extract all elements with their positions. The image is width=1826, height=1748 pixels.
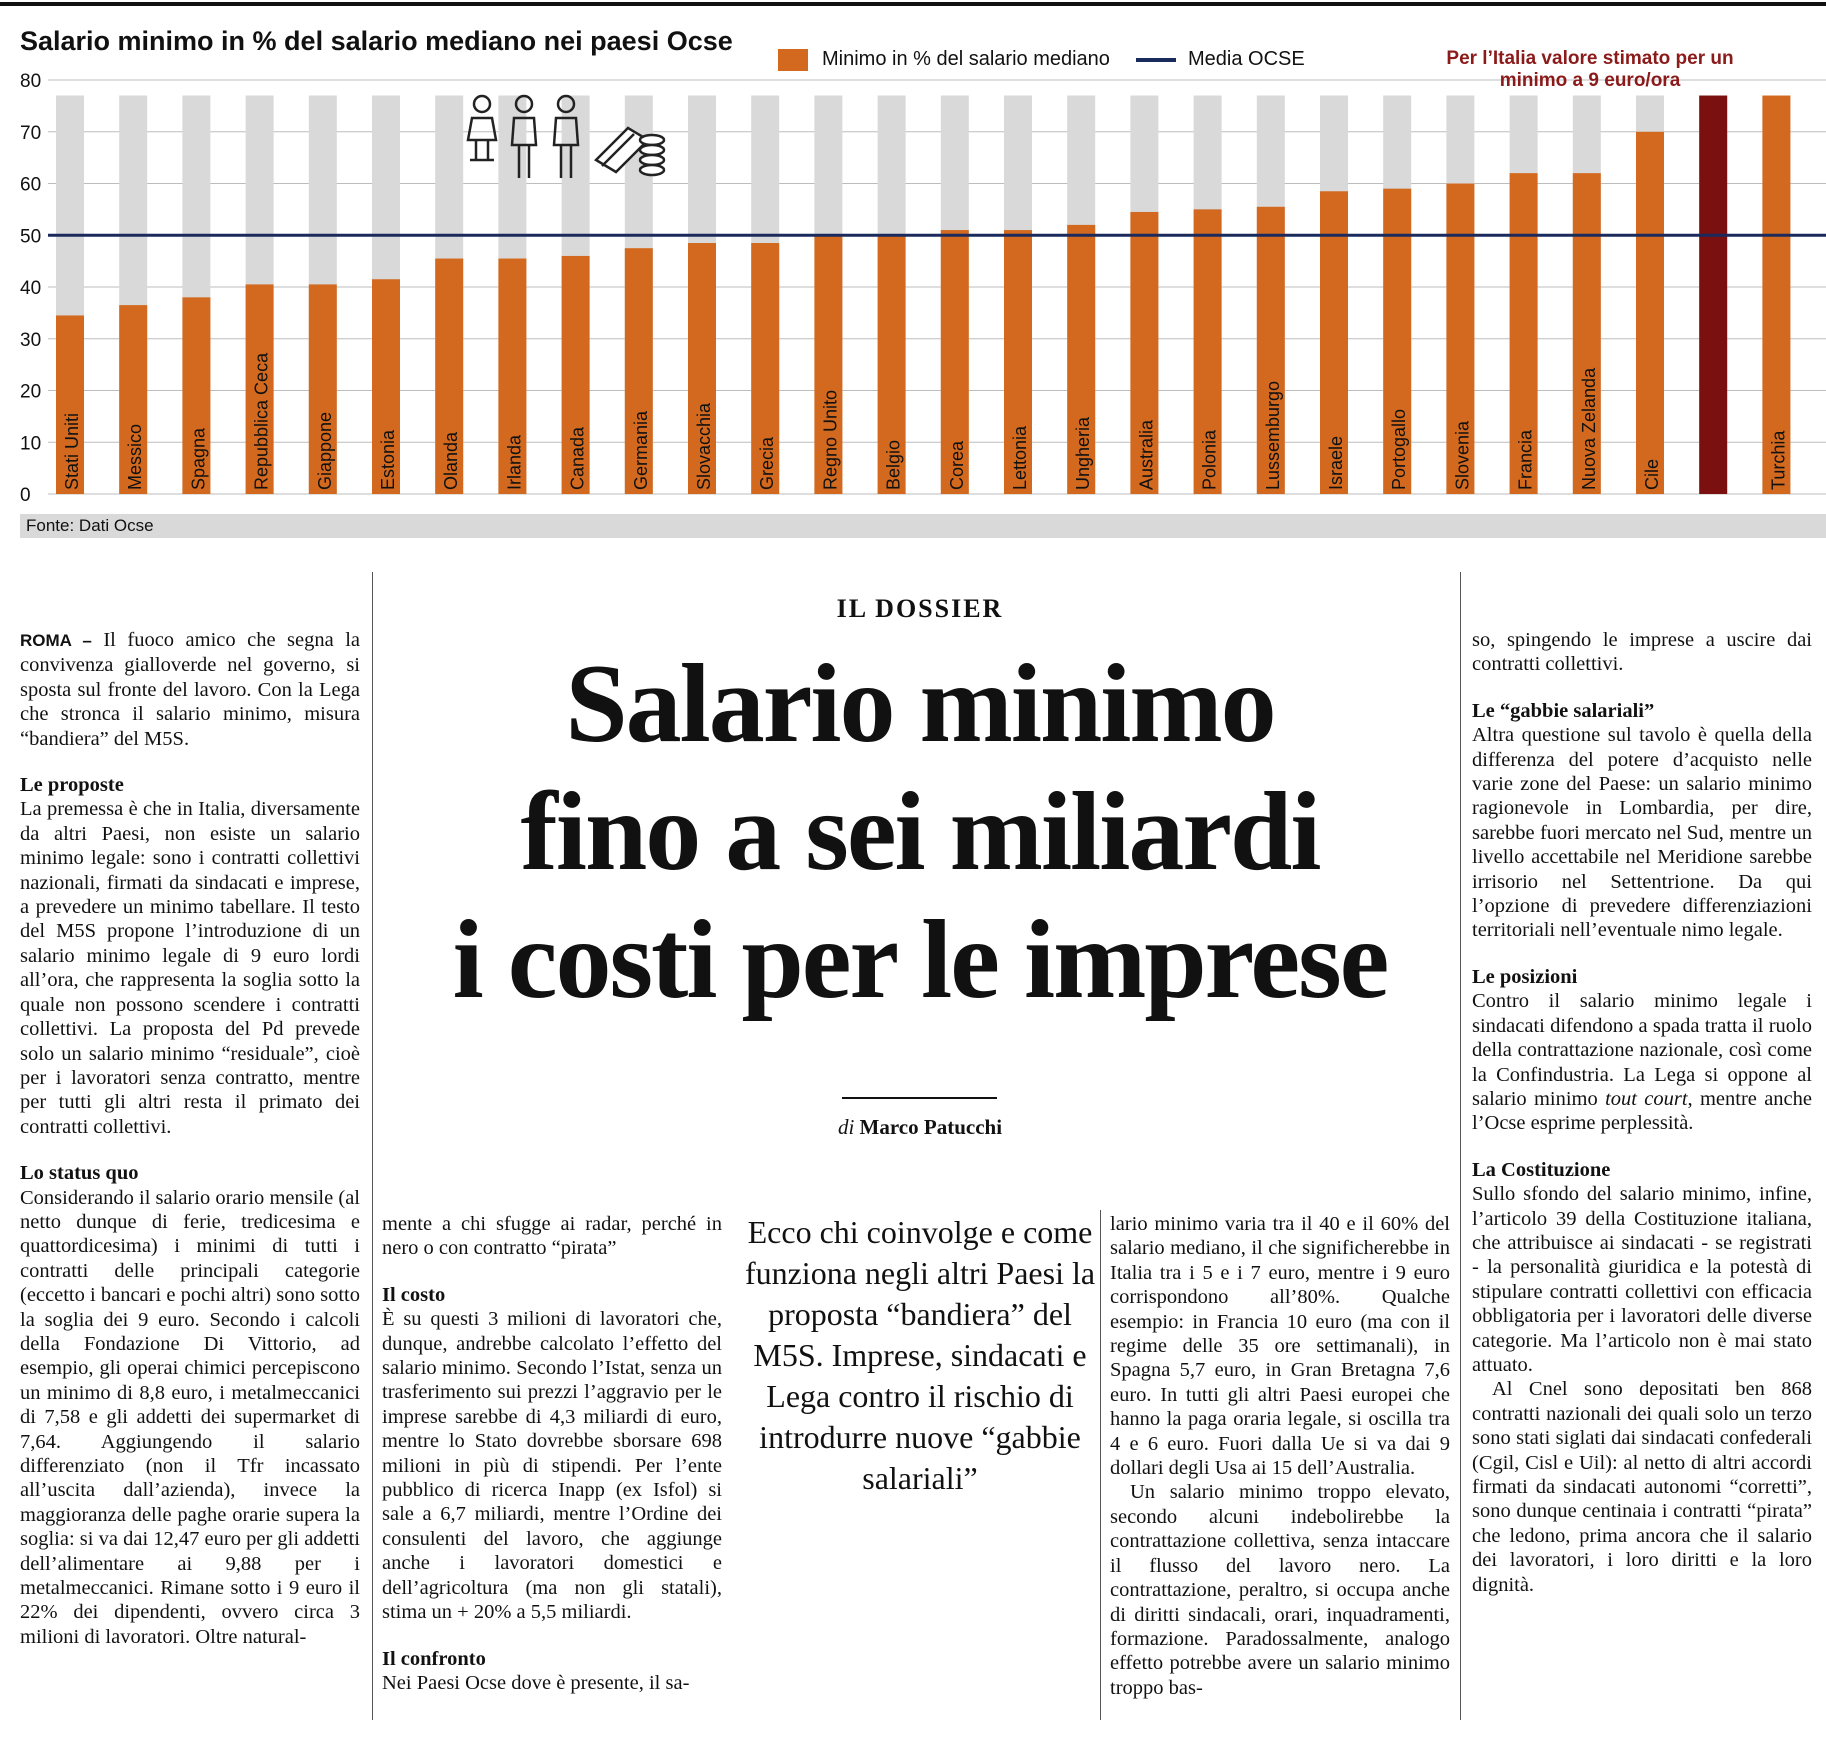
x-tick-label: Nuova Zelanda: [1578, 367, 1599, 490]
article-column-2: [382, 1212, 722, 1695]
headline-line: Salario minimo: [565, 642, 1275, 766]
byline-rule: [842, 1097, 997, 1099]
y-tick-label: 70: [20, 122, 42, 144]
paragraph: La premessa è che in Italia, diversamente da altri Paesi, non esiste un salario minimo legale: sono i contratti collettivi nazionali, firmati da sindacati e imprese, a prevedere un minimo tabellare. Il testo del M5S propone l’introduzione di un salario minimo legale di 9 euro lordi all’ora, che rappresenta la soglia sotto la quale non possono scendere i contratti collettivi. La proposta del Pd prevede solo un salario minimo “residuale”, cioè per i lavoratori senza contratto, mentre per tutti gli altri resta il primato dei contratti collettivi.: [20, 798, 360, 1138]
y-tick-label: 30: [20, 329, 42, 351]
x-tick-label: Irlanda: [504, 434, 525, 490]
italic-span: tout court: [1605, 1087, 1688, 1110]
x-tick-label: Corea: [946, 440, 967, 490]
subhead: Le posizioni: [1472, 965, 1578, 988]
subhead: Le “gabbie salariali”: [1472, 699, 1655, 722]
legend-bar-label: Minimo in % del salario mediano: [822, 48, 1110, 70]
byline: [700, 1115, 1140, 1140]
x-tick-label: Stati Uniti: [62, 412, 82, 490]
legend-mean: [1136, 48, 1305, 71]
text-span: , mentre anche l’Ocse esprime perplessità.: [1472, 1087, 1813, 1135]
bar: [1636, 132, 1664, 494]
byline-prefix: di: [837, 1115, 855, 1139]
headline-line: i costi per le imprese: [452, 898, 1388, 1022]
subhead: La Costituzione: [1472, 1158, 1611, 1181]
text-span: Contro il salario minimo legale i sindacati difendono a spada tratta il ruolo della contrattazione nazionale, così come la Confindustria. La Lega si oppone al salario minimo: [1472, 990, 1812, 1110]
paragraph: mente a chi sfugge ai radar, perché in nero o con contratto “pirata”: [382, 1213, 722, 1260]
summary-deck: Ecco chi coinvolge e come funziona negli altri Paesi la proposta “bandiera” del M5S. Imprese, sindacati e Lega contro il rischio di introdurre nuove “gabbie salariali”: [744, 1214, 1096, 1496]
x-tick-label: Canada: [567, 426, 588, 490]
legend-line-swatch: [1136, 58, 1176, 62]
legend-line-label: Media OCSE: [1188, 48, 1305, 70]
x-tick-label: Slovacchia: [694, 402, 714, 490]
x-tick-label: Giappone: [314, 411, 335, 490]
y-tick-label: 80: [20, 71, 42, 92]
article-column-1: [20, 628, 360, 1649]
x-tick-label: Israele: [1326, 435, 1346, 490]
x-tick-label: Lussemburgo: [1262, 380, 1283, 490]
x-tick-label: Polonia: [1199, 429, 1220, 490]
paragraph: lario minimo varia tra il 40 e il 60% del salario mediano, il che significherebbe in Italia tra i 5 e i 7 euro, mentre i 9 euro corrispondono all’80%. Qualche esempio: in Francia 10 euro (ma con il regime delle 35 ore settimanali), in Spagna 5,7 euro, in Gran Bretagna 7,6 euro. In tutti gli altri Paesi europei che hanno la paga oraria legale, si oscilla tra 4 e 6 euro. Fuori dalla Ue si va dai 9 dollari degli Usa ai 15 dell’Australia.: [1110, 1213, 1450, 1480]
x-tick-label: Turchia: [1768, 430, 1789, 490]
paragraph: [1472, 989, 1812, 1135]
x-tick-label: Portogallo: [1389, 408, 1410, 490]
x-tick-label: Grecia: [757, 436, 778, 490]
subhead: Il costo: [382, 1283, 446, 1306]
chart-source: Fonte: Dati Ocse: [26, 516, 154, 535]
paragraph: Sullo sfondo del salario minimo, infine, l’articolo 39 della Costituzione italiana, che attribuisce ai sindacati - se registrati - la personalità giuridica e la potestà di stipulare contratti collettivi con efficacia obbligatoria per i lavoratori delle diverse categorie. Ma l’articolo non è mai stato attuato.: [1472, 1183, 1812, 1376]
paragraph: Nei Paesi Ocse dove è presente, il sa-: [382, 1671, 690, 1694]
byline-author: Marco Patucchi: [859, 1115, 1003, 1139]
y-tick-label: 20: [20, 381, 42, 403]
x-tick-label: Ungheria: [1073, 416, 1094, 490]
dateline: ROMA –: [20, 631, 92, 650]
x-tick-label: Olanda: [441, 431, 462, 490]
paragraph: Considerando il salario orario mensile (al netto dunque di ferie, tredicesima e quattordicesima) i minimi di tutti i contratti delle principali categorie (eccetto i bancari e pochi altri) sono sotto la soglia dei 9 euro. Secondo i calcoli della Fondazione Di Vittorio, ad esempio, gli operai chimici percepiscono un minimo di 8,8 euro, i metalmeccanici di 7,58 e gli addetti dei supermarket di 7,64. Aggiungendo il salario differenziato (non il Tfr incassato all’uscita dall’azienda), invece la maggioranza delle paghe orarie supera la soglia: si va dai 12,47 euro per gli addetti dell’alimentare ai 9,88 per i metalmeccanici. Rimane sotto i 9 euro il 22% dei dipendenti, ovvero circa 3 milioni di lavoratori. Oltre natural-: [20, 1186, 360, 1648]
paragraph: È su questi 3 milioni di lavoratori che, dunque, andrebbe calcolato l’effetto del salario minimo. Secondo l’Istat, senza un trasferimento sui prezzi l’aggravio per le imprese sarebbe di 4,3 miliardi di euro, mentre lo Stato dovrebbe sborsare 698 milioni in più di stipendi. Per l’ente pubblico di ricerca Inapp (ex Isfol) si sale a 6,7 miliardi, mentre l’Ordine dei consulenti del lavoro, che aggiunge anche i lavoratori domestici e dell’agricoltura (ma non gli statali), stima un + 20% a 5,5 miliardi.: [382, 1308, 722, 1624]
subhead: Il confronto: [382, 1647, 486, 1670]
x-tick-label: Belgio: [883, 439, 904, 490]
y-tick-label: 40: [20, 278, 42, 299]
paragraph: Un salario minimo troppo elevato, secondo alcuni indebolirebbe la contrattazione collettiva, senza intaccare il flusso del lavoro nero. La contrattazione, peraltro, si occupa anche di diritti sindacali, orari, inquadramenti, formazione. Paradossalmente, analogo effetto potrebbe avere un salario minimo troppo bas-: [1110, 1481, 1450, 1699]
kicker: IL DOSSIER: [836, 594, 1004, 623]
paragraph: Altra questione sul tavolo è quella della differenza del potere d’acquisto nelle varie zone del Paese: un salario minimo ragionevole in Lombardia, per dire, sarebbe fuori mercato nel Sud, mentre un livello accettabile nel Meridione sarebbe irrisorio nel Settentrione. Da qui l’opzione di prevedere differenziazioni territoriali nell’eventuale nimo legale.: [1472, 724, 1812, 942]
paragraph: so, spingendo le imprese a uscire dai contratti collettivi.: [1472, 629, 1812, 676]
headline-line: fino a sei miliardi: [520, 770, 1320, 894]
x-tick-label: Italia a 9 euro*: [1705, 367, 1726, 490]
x-tick-label: Australia: [1136, 419, 1157, 490]
y-tick-label: 50: [20, 226, 42, 248]
intro-text: Il fuoco amico che segna la convivenza gialloverde nel governo, si sposta sul fronte del lavoro. Con la Lega che stronca il salario minimo, misura “bandiera” del M5S.: [20, 629, 360, 750]
column-rule: [1100, 1210, 1101, 1720]
headline: [370, 640, 1470, 1024]
x-tick-label: Messico: [125, 423, 146, 490]
x-tick-label: Germania: [630, 410, 651, 490]
article-column-4: [1472, 628, 1812, 1597]
italy-note: Per l’Italia valore stimato per un minimo a 9 euro/ora: [1446, 48, 1734, 91]
y-tick-label: 0: [20, 485, 31, 506]
x-tick-label: Slovenia: [1452, 420, 1473, 490]
article-column-3: [1110, 1212, 1450, 1700]
subhead: Lo status quo: [20, 1162, 139, 1185]
legend-bar-swatch: [778, 49, 808, 71]
subhead: Le proposte: [20, 774, 124, 797]
x-tick-label: Francia: [1515, 429, 1536, 490]
y-tick-label: 10: [20, 433, 42, 455]
x-tick-label: Regno Unito: [820, 389, 841, 490]
source-bar: [20, 514, 1826, 538]
x-tick-label: Estonia: [378, 429, 398, 490]
legend-bars: [778, 48, 1110, 71]
y-tick-label: 60: [20, 174, 42, 196]
x-tick-label: Cile: [1642, 458, 1662, 490]
x-tick-label: Lettonia: [1010, 425, 1030, 490]
x-tick-label: Repubblica Ceca: [251, 352, 272, 490]
x-tick-label: Spagna: [188, 427, 209, 490]
chart-title: Salario minimo in % del salario mediano nei paesi Ocse: [20, 26, 733, 56]
paragraph: Al Cnel sono depositati ben 868 contratti nazionali dei quali solo un terzo sono stati siglati dai sindacati confederali (Cgil, Cisl e Uil): al netto di altri accordi firmati da sindacati autonomi “corretti”, sono dunque centinaia i contratti “pirata” che ledono, prima ancora che il salario dei lavoratori, i loro diritti e la loro dignità.: [1472, 1378, 1812, 1596]
